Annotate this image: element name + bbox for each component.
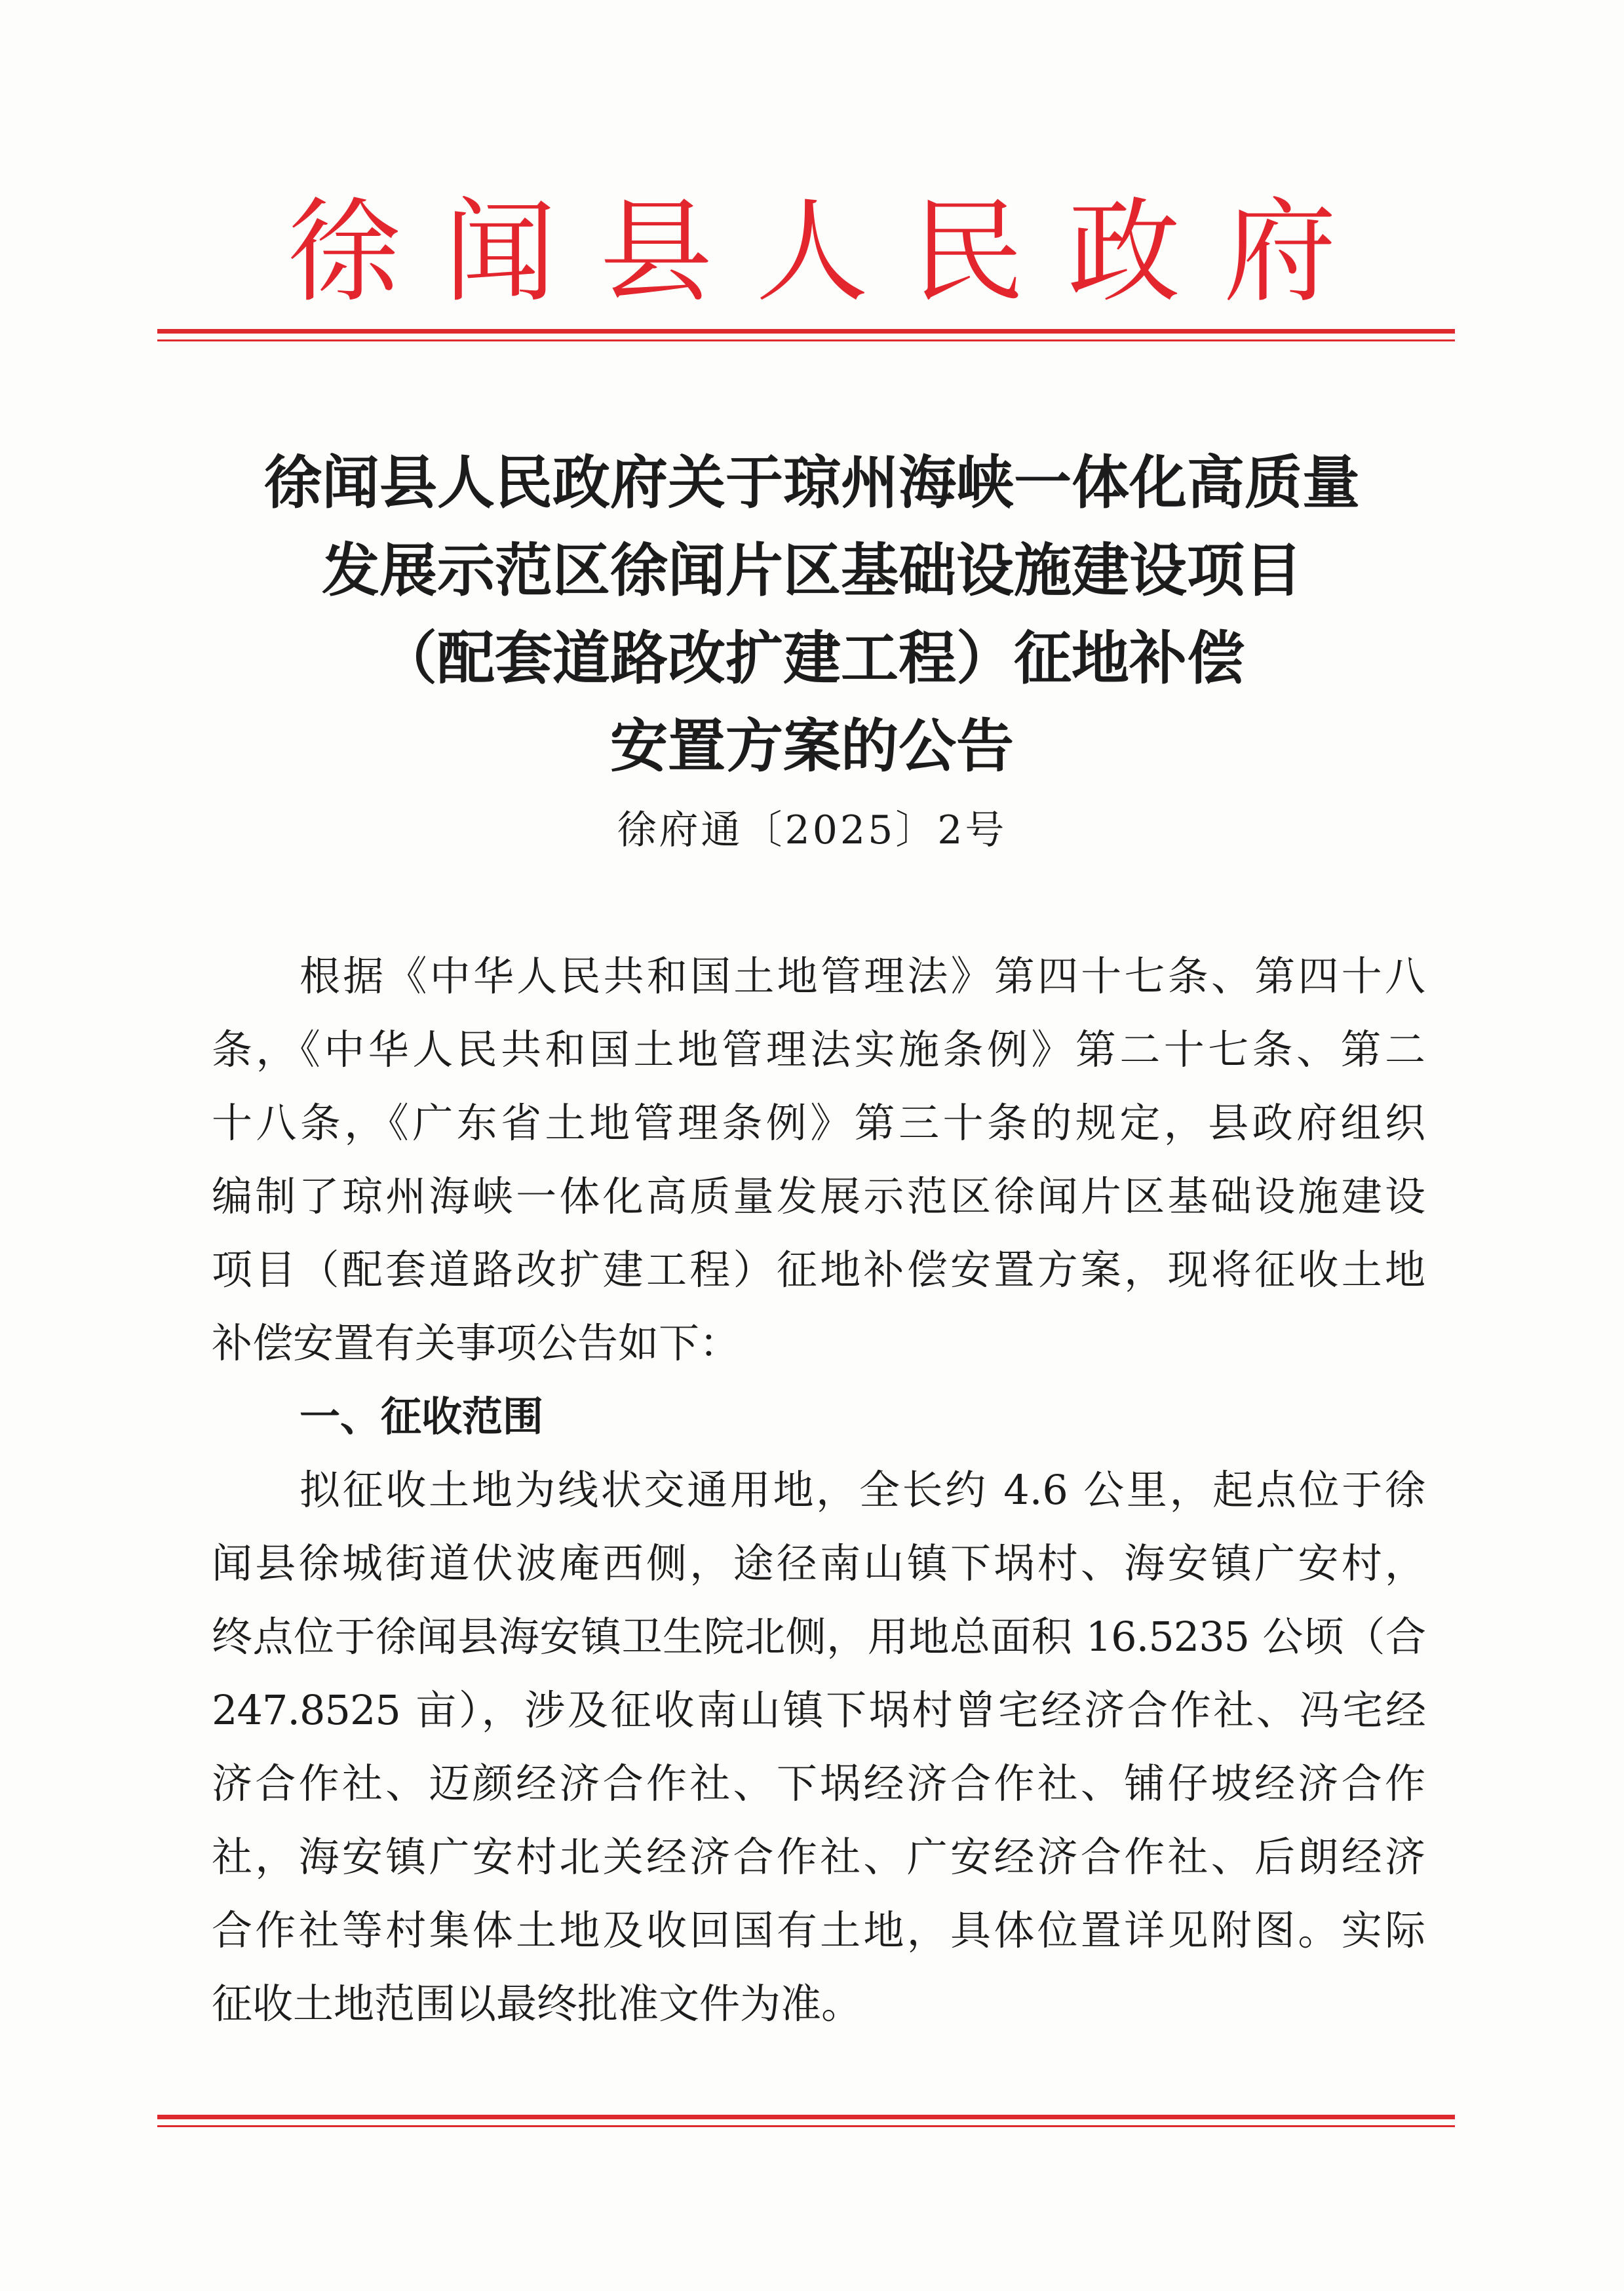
paragraph-line: 征收土地范围以最终批准文件为准。 bbox=[212, 1980, 862, 2028]
document-title bbox=[157, 438, 1467, 790]
paragraph-line: 编制了琼州海峡一体化高质量发展示范区徐闻片区基础设施建设 bbox=[212, 1172, 1425, 1220]
title-line: 发展示范区徐闻片区基础设施建设项目 bbox=[321, 536, 1302, 604]
issuer-header: 徐闻县人民政府 bbox=[288, 186, 1380, 318]
paragraph-line: 合作社等村集体土地及收回国有土地，具体位置详见附图。实际 bbox=[212, 1906, 1425, 1954]
paragraph-line: 济合作社、迈颜经济合作社、下埚经济合作社、铺仔坡经济合作 bbox=[212, 1760, 1425, 1807]
section-heading: 一、征收范围 bbox=[300, 1393, 544, 1440]
paragraph-line: 社，海安镇广安村北关经济合作社、广安经济合作社、后朗经济 bbox=[212, 1833, 1425, 1881]
document-body bbox=[212, 940, 1425, 2041]
paragraph-line: 拟征收土地为线状交通用地，全长约 4.6 公里，起点位于徐 bbox=[300, 1466, 1425, 1514]
paragraph-line: 闻县徐城街道伏波庵西侧，途径南山镇下埚村、海安镇广安村， bbox=[212, 1539, 1425, 1587]
title-line: 安置方案的公告 bbox=[609, 712, 1014, 780]
red-rule-top-thick bbox=[157, 329, 1455, 334]
paragraph-line: 终点位于徐闻县海安镇卫生院北侧，用地总面积 16.5235 公顷（合 bbox=[212, 1613, 1425, 1661]
document-number: 徐府通〔2025〕2号 bbox=[617, 807, 1007, 853]
red-rule-bottom-thick bbox=[157, 2115, 1455, 2119]
paragraph-line: 根据《中华人民共和国土地管理法》第四十七条、第四十八 bbox=[300, 952, 1425, 1000]
paragraph-line: 247.8525 亩），涉及征收南山镇下埚村曾宅经济合作社、冯宅经 bbox=[212, 1686, 1425, 1734]
red-rule-top-thin bbox=[157, 339, 1455, 341]
title-line: 徐闻县人民政府关于琼州海峡一体化高质量 bbox=[263, 448, 1360, 516]
paragraph-line: 十八条，《广东省土地管理条例》第三十条的规定，县政府组织 bbox=[212, 1099, 1425, 1147]
paragraph-line: 项目（配套道路改扩建工程）征地补偿安置方案，现将征收土地 bbox=[212, 1246, 1425, 1294]
paragraph-line: 补偿安置有关事项公告如下： bbox=[212, 1319, 741, 1367]
red-rule-bottom-thin bbox=[157, 2125, 1455, 2127]
paragraph-line: 条，《中华人民共和国土地管理法实施条例》第二十七条、第二 bbox=[212, 1026, 1425, 1073]
title-line: （配套道路改扩建工程）征地补偿 bbox=[379, 624, 1245, 692]
